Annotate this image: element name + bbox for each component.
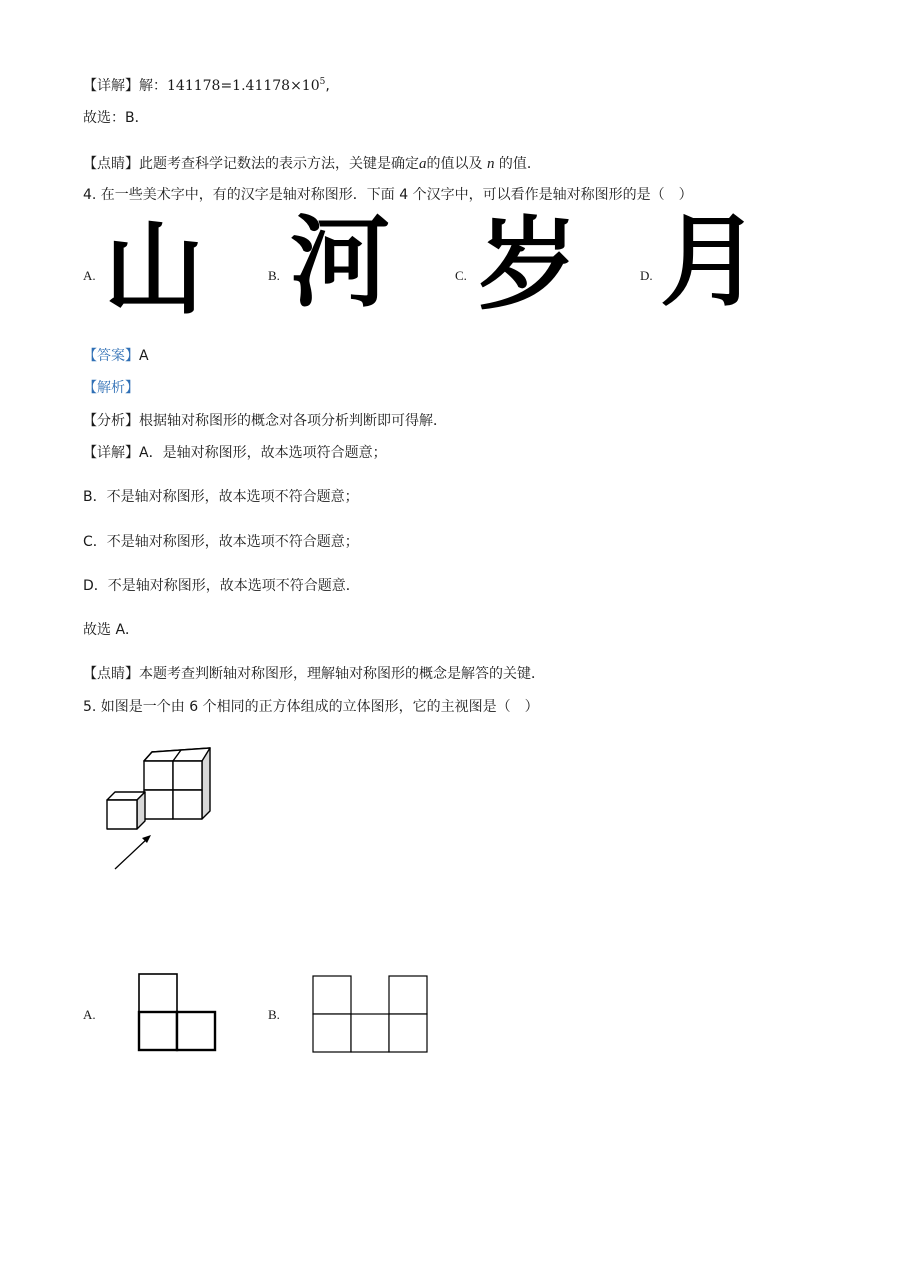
detail-a-text: A．是轴对称图形，故本选项符合题意； [139, 445, 387, 461]
q3-detail-line [83, 76, 330, 96]
comment-tag: 【点睛】 [83, 666, 139, 682]
comment-text: 的值． [498, 156, 541, 172]
detail-suffix: , [325, 78, 330, 94]
q4-option-a-label: A. [83, 268, 96, 283]
detail-tag: 【详解】 [83, 78, 139, 94]
q4-question: 4. 在一些美术字中，有的汉字是轴对称图形．下面 4 个汉字中，可以看作是轴对称图形的是（ ） [83, 187, 693, 203]
q4-option-b-glyph: 河 [290, 204, 390, 321]
q4-option-b-label: B. [268, 268, 280, 283]
comment-tag: 【点睛】 [83, 156, 139, 172]
comment-text: 的值以及 [426, 156, 483, 172]
upper-front-left [144, 761, 173, 790]
lower-front-left [144, 790, 173, 819]
comment-text: 此题考查科学记数法的表示方法，关键是确定 [139, 156, 419, 172]
q4-choose: 故选 A． [83, 622, 140, 638]
q5-option-a-figure [138, 973, 218, 1053]
q5-option-b-figure [312, 975, 432, 1055]
analysis-label: 【分析】 [83, 413, 139, 429]
analysis-text: 根据轴对称图形的概念对各项分析判断即可得解． [139, 413, 447, 429]
q4-option-c-glyph: 岁 [478, 206, 578, 323]
answer-tag: 【答案】 [83, 348, 139, 364]
q4-option-d-label: D. [640, 268, 653, 283]
detail-exponent: 5 [319, 77, 326, 87]
q4-option-d-glyph: 月 [660, 203, 760, 320]
var-a: a [419, 156, 427, 172]
q5-option-a-label: A. [83, 1007, 96, 1022]
cube-stack-figure [100, 745, 230, 875]
q4-answer [83, 346, 149, 366]
comment-text: 本题考查判断轴对称图形，理解轴对称图形的概念是解答的关键． [139, 666, 545, 682]
view-direction-arrow-icon [115, 835, 151, 869]
detail-prefix: 解： [139, 78, 167, 94]
q5-option-b-label: B. [268, 1007, 280, 1022]
answer-value: A [139, 348, 149, 364]
q4-analysis [83, 411, 447, 431]
detail-tag: 【详解】 [83, 445, 139, 461]
detail-expression: 141178=1.41178×10 [167, 78, 320, 94]
lower-front-right [173, 790, 202, 819]
q4-detail-c: C．不是轴对称图形，故本选项不符合题意； [83, 534, 359, 550]
q3-comment-line [83, 154, 541, 174]
q4-detail-a [83, 443, 387, 463]
q4-option-c-label: C. [455, 268, 467, 283]
q4-detail-d: D．不是轴对称图形，故本选项不符合题意． [83, 578, 360, 594]
q5-question: 5. 如图是一个由 6 个相同的正方体组成的立体图形，它的主视图是（ ） [83, 699, 539, 715]
var-n: n [486, 156, 495, 172]
upper-front-right [173, 761, 202, 790]
q4-option-a-glyph: 山 [104, 211, 204, 328]
q4-detail-b: B．不是轴对称图形，故本选项不符合题意； [83, 489, 359, 505]
q4-analysis-tag: 【解析】 [83, 380, 139, 396]
q3-choose-line: 故选：B． [83, 110, 149, 126]
q4-comment [83, 664, 545, 684]
left-cube-front [107, 800, 137, 829]
